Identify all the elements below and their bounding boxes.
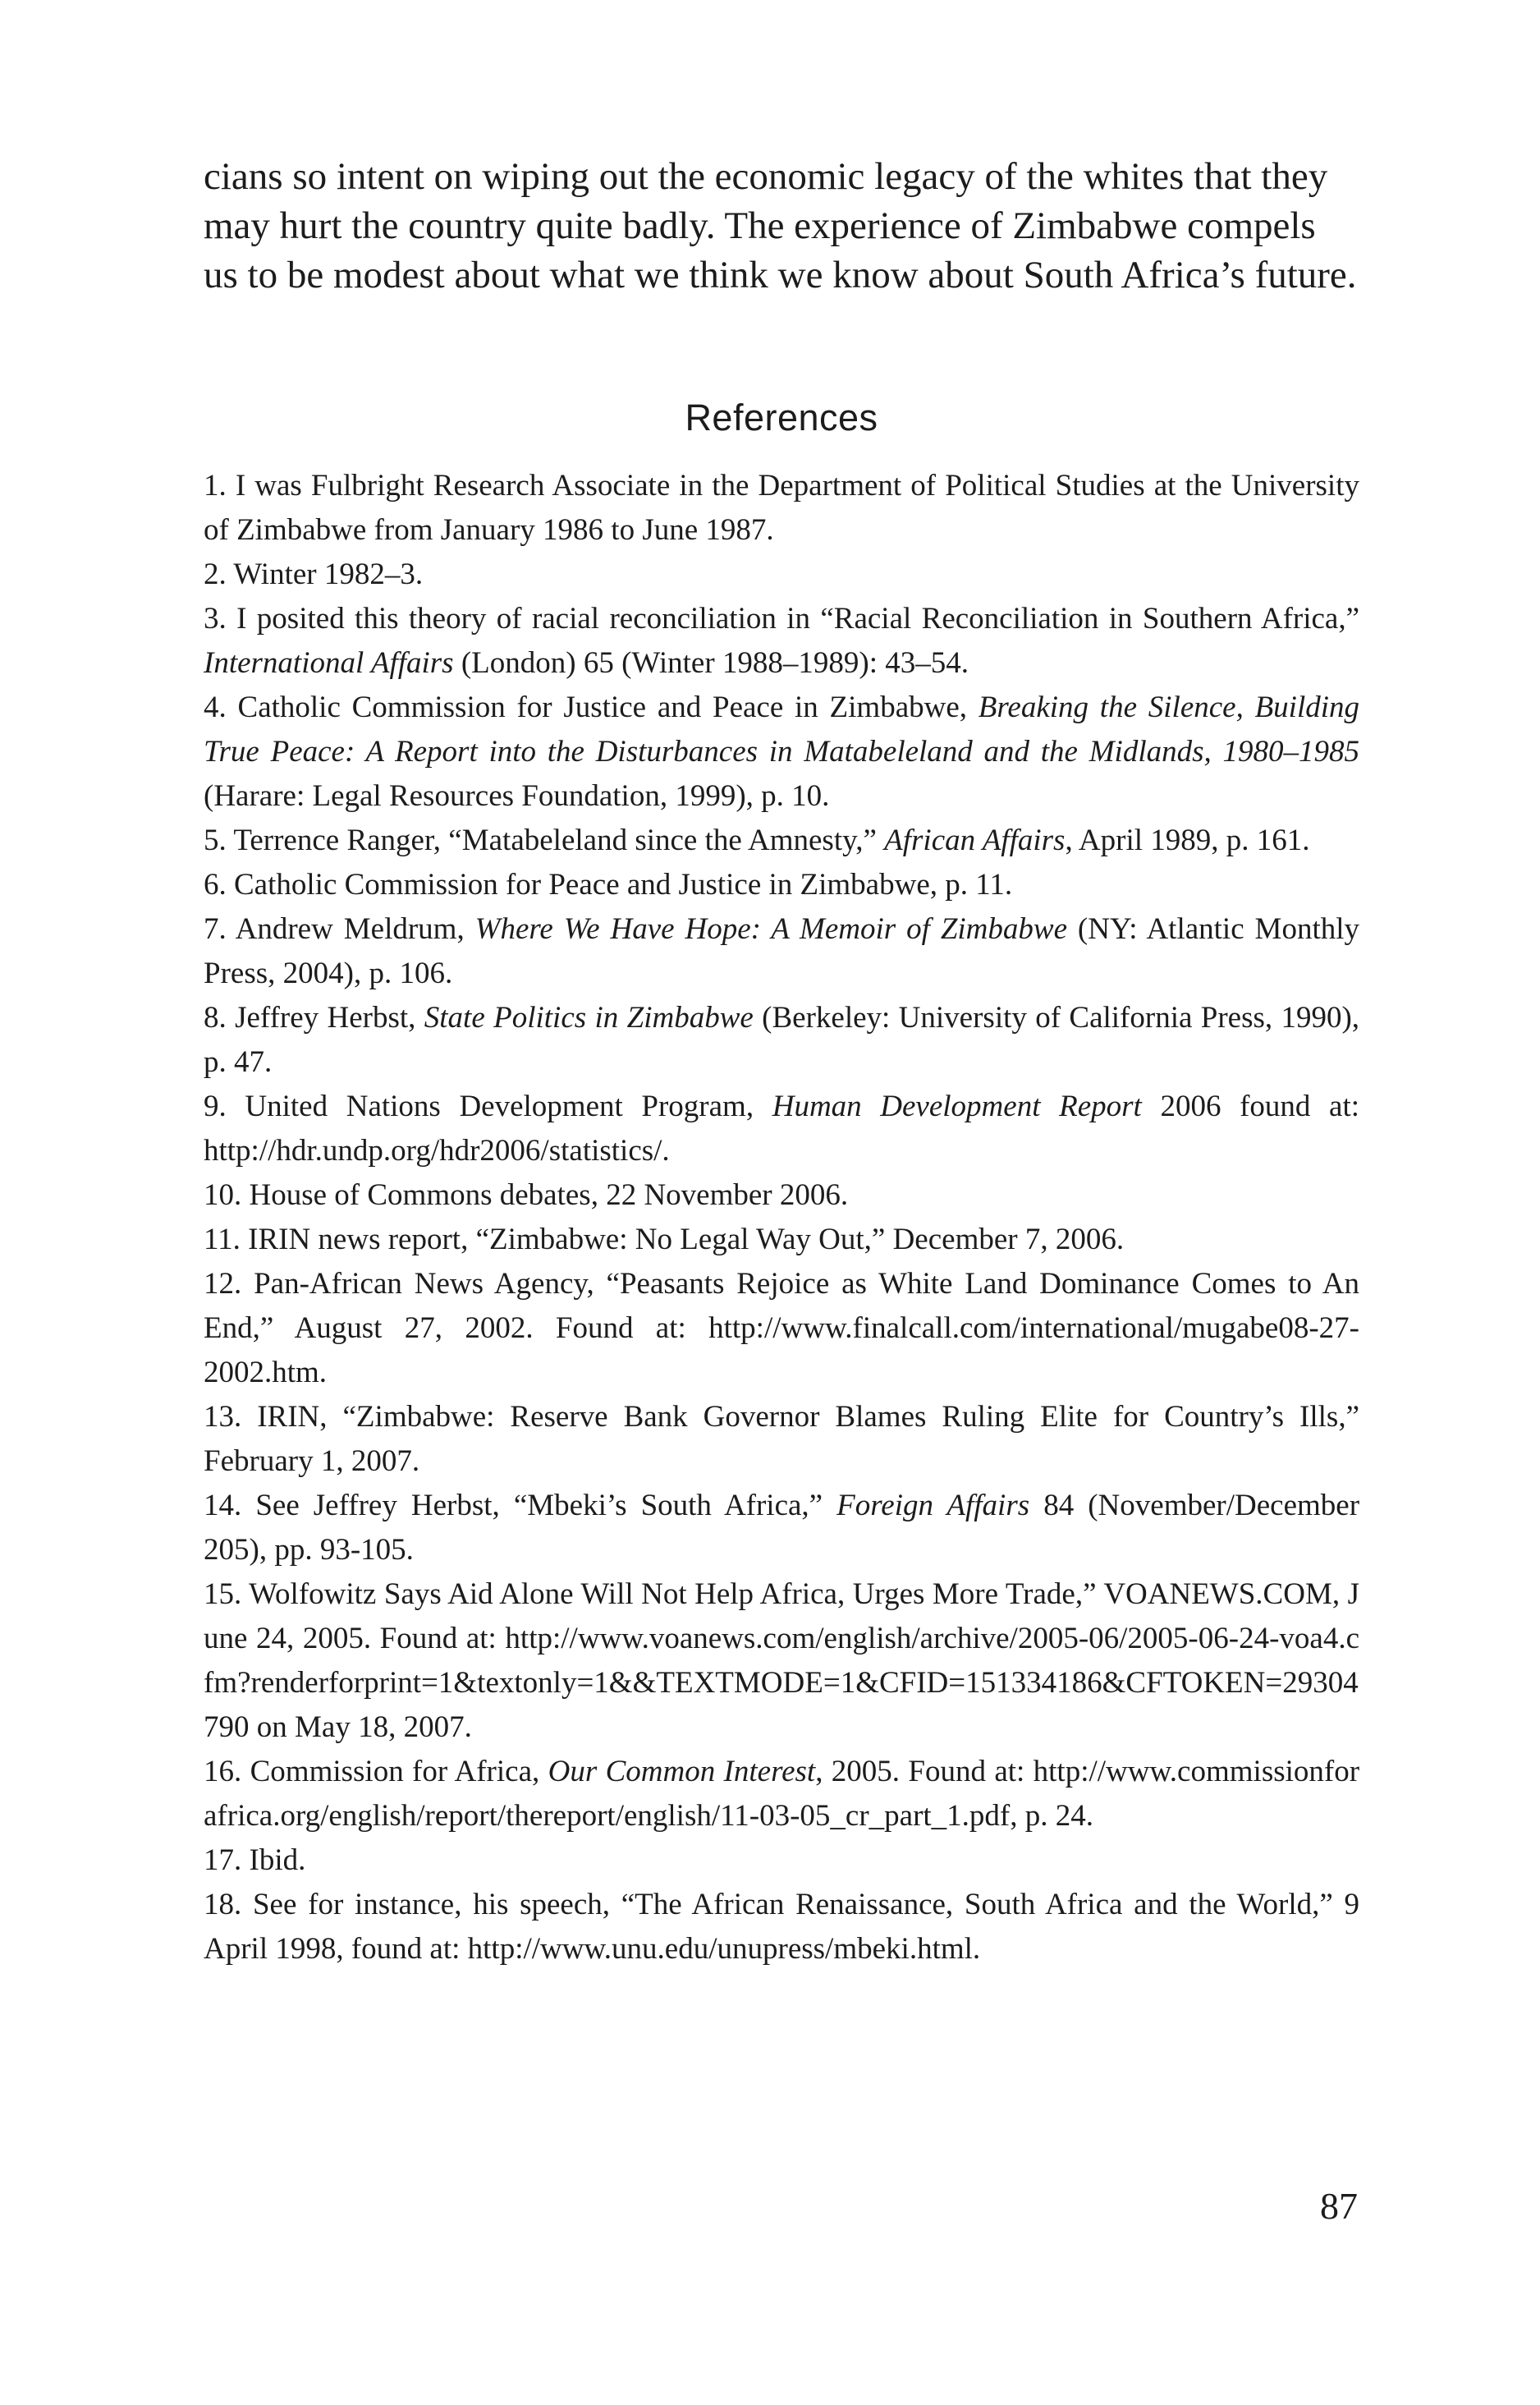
reference-number: 14. <box>204 1489 242 1522</box>
reference-number: 3. <box>204 602 227 636</box>
reference-item <box>204 1750 1359 1838</box>
reference-number: 1. <box>204 469 227 503</box>
reference-text: United Nations Development Program, <box>245 1090 754 1123</box>
reference-number: 13. <box>204 1400 242 1434</box>
reference-text: See for instance, his speech, “The African Renaissance, South Africa and the World,” 9 April 1998, found at: http://www.unu.edu/unupress/mbeki.html. <box>204 1888 1360 1966</box>
reference-number: 8. <box>204 1001 227 1035</box>
reference-text-cont: , 2005. Found at: http://www.commissionforafrica.org/english/report/thereport/english/11-03-05_cr_part_1.pdf, p. 24. <box>204 1755 1360 1833</box>
reference-item <box>204 1883 1359 1971</box>
reference-number: 15. <box>204 1577 242 1611</box>
page-number: 87 <box>1320 2185 1358 2227</box>
reference-item <box>204 597 1359 686</box>
reference-number: 18. <box>204 1888 242 1921</box>
reference-text: IRIN, “Zimbabwe: Reserve Bank Governor Blames Ruling Elite for Country’s Ills,” February 1, 2007. <box>204 1400 1359 1478</box>
reference-item <box>204 1484 1359 1572</box>
reference-number: 5. <box>204 824 227 857</box>
reference-number: 12. <box>204 1267 242 1301</box>
reference-item <box>204 1838 1359 1883</box>
reference-text: Ibid. <box>249 1843 306 1877</box>
reference-item <box>204 1085 1359 1173</box>
reference-text: Commission for Africa, <box>250 1755 540 1788</box>
reference-text: Andrew Meldrum, <box>235 912 465 946</box>
reference-title: Foreign Affairs <box>836 1489 1030 1522</box>
page-content <box>204 152 1359 1971</box>
reference-number: 10. <box>204 1178 242 1212</box>
reference-title: Where We Have Hope: A Memoir of Zimbabwe <box>474 912 1067 946</box>
reference-number: 2. <box>204 558 227 591</box>
reference-text-cont: , April 1989, p. 161. <box>1065 824 1310 857</box>
reference-item <box>204 686 1359 819</box>
reference-item <box>204 553 1359 597</box>
reference-item <box>204 863 1359 907</box>
reference-item <box>204 1395 1359 1484</box>
reference-item <box>204 907 1359 996</box>
reference-text: Catholic Commission for Justice and Peace in Zimbabwe, <box>237 691 968 724</box>
reference-title: Our Common Interest <box>548 1755 816 1788</box>
reference-number: 9. <box>204 1090 227 1123</box>
references-heading: References <box>685 397 878 438</box>
reference-item <box>204 464 1359 553</box>
reference-text: I posited this theory of racial reconciliation in “Racial Reconciliation in Southern Africa,” <box>236 602 1360 636</box>
reference-text-cont: (Berkeley: University of California Press, 1990), p. 47. <box>204 1001 1360 1079</box>
reference-text: Catholic Commission for Peace and Justice in Zimbabwe, p. 11. <box>234 868 1013 902</box>
reference-text: I was Fulbright Research Associate in the Department of Political Studies at the University of Zimbabwe from January 1986 to June 1987. <box>204 469 1359 547</box>
reference-title: International Affairs <box>204 646 454 680</box>
reference-text: Winter 1982–3. <box>233 558 424 591</box>
reference-text-cont: (London) 65 (Winter 1988–1989): 43–54. <box>461 646 969 680</box>
reference-number: 16. <box>204 1755 242 1788</box>
reference-number: 7. <box>204 912 227 946</box>
reference-item <box>204 1572 1359 1750</box>
reference-text-cont: 2006 found at: http://hdr.undp.org/hdr2006/statistics/. <box>204 1090 1360 1168</box>
reference-number: 11. <box>204 1223 241 1256</box>
reference-title: State Politics in Zimbabwe <box>424 1001 754 1035</box>
reference-number: 17. <box>204 1843 242 1877</box>
reference-item <box>204 1218 1359 1262</box>
reference-title: Breaking the Silence, Building True Peace: A Report into the Disturbances in Matabeleland and the Midlands, 1980–1985 <box>204 691 1360 769</box>
reference-text: See Jeffrey Herbst, “Mbeki’s South Africa,” <box>255 1489 823 1522</box>
reference-number: 4. <box>204 691 227 724</box>
reference-text: House of Commons debates, 22 November 2006. <box>249 1178 849 1212</box>
reference-text-cont: 84 (November/December 205), pp. 93-105. <box>204 1489 1360 1567</box>
reference-title: Human Development Report <box>772 1090 1142 1123</box>
references-list <box>204 464 1359 1971</box>
reference-item <box>204 996 1359 1085</box>
reference-text: Wolfowitz Says Aid Alone Will Not Help Africa, Urges More Trade,” VOANEWS.COM, June 24, 2005. Found at: http://www.voanews.com/english/archive/2005-06/2005-06-24-voa4.cfm?renderforprint=1&textonly=1&&TEXTMODE=1&CFID=151334186&CFTOKEN=29304790 on May 18, 2007. <box>204 1577 1359 1744</box>
reference-item <box>204 1262 1359 1395</box>
reference-number: 6. <box>204 868 227 902</box>
reference-text-cont: (Harare: Legal Resources Foundation, 1999), p. 10. <box>204 779 830 813</box>
reference-title: African Affairs <box>884 824 1066 857</box>
reference-text: IRIN news report, “Zimbabwe: No Legal Way Out,” December 7, 2006. <box>248 1223 1125 1256</box>
intro-paragraph: cians so intent on wiping out the economic legacy of the whites that they may hurt the country quite badly. The experience of Zimbabwe compels us to be modest about what we think we know about South Africa’s future. <box>204 155 1357 296</box>
reference-text: Terrence Ranger, “Matabeleland since the Amnesty,” <box>233 824 877 857</box>
reference-text: Jeffrey Herbst, <box>235 1001 416 1035</box>
reference-text: Pan-African News Agency, “Peasants Rejoice as White Land Dominance Comes to An End,” August 27, 2002. Found at: http://www.finalcall.com/international/mugabe08-27-2002.htm. <box>204 1267 1359 1389</box>
reference-item <box>204 1173 1359 1218</box>
reference-item <box>204 819 1359 863</box>
reference-text-cont: (NY: Atlantic Monthly Press, 2004), p. 106. <box>204 912 1360 990</box>
